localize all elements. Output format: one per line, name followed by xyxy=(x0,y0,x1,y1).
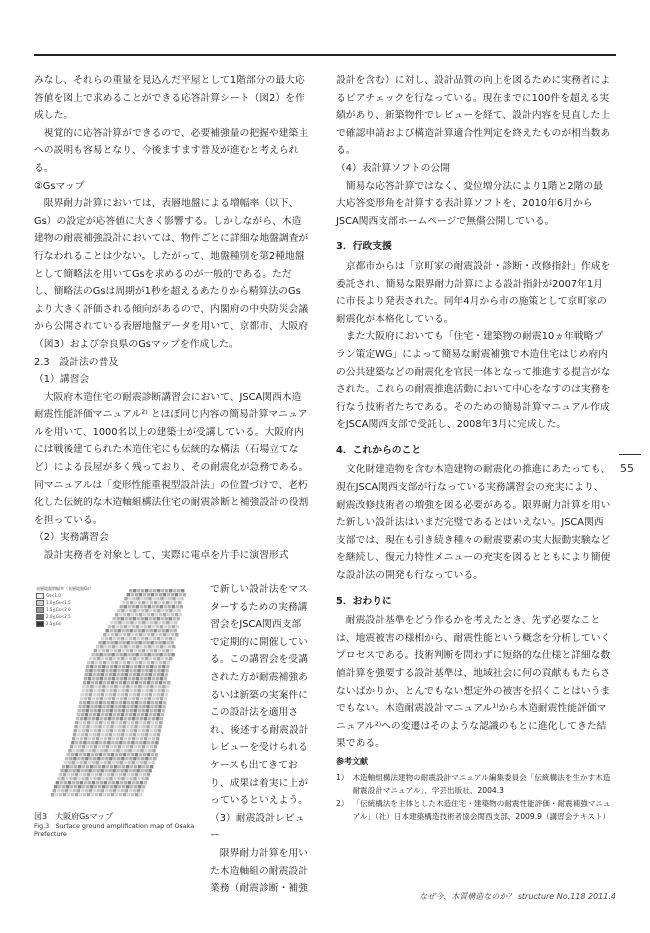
paragraph: 文化財建造物を含む木造建物の耐震化の推進にあたっても、現在JSCA関西支部が行なっている実務講習会の充実により、耐震改修技術者の増強を図る必要がある。限界耐力計算を用いた新しい設計法はいまだ完璧であるとはいえない。JSCA関西支部では、現在も引き続き種々の耐震要素の実大振動実験などを継続し、復元力特性メニューの充実を図るとともにより簡便な設計法の開発も行なっている。 xyxy=(336,464,611,582)
section-heading-5: 5．おわりに xyxy=(336,595,392,607)
paragraph: 視覚的に応答計算ができるので、必要補強量の把握や建築主への説明も容易となり、今後ますます普及が進むと考えられる。 xyxy=(34,127,309,174)
paragraph: 簡易な応答計算ではなく、変位増分法により1階と2階の最大応答変形角を計算する表計算ソフトを、2010年6月からJSCA関西支部ホームページで無償公開している。 xyxy=(336,180,603,227)
figure-3 xyxy=(34,581,204,843)
subheading-design-review: （3）耐震設計レビュー xyxy=(210,812,305,842)
paragraph: 大阪府木造住宅の耐震診断講習会において、JSCA関西木造耐震性能評価マニュアル²⁾ とほぼ同じ内容の簡易計算マニュアルを用いて、1000名以上の建築士が受講している。大阪府内には戦後建てられた木造住宅にも伝統的な構法（石場立てなど）による長屋が多く残っており、その耐震化が急務である。同マニュアルは「変形性能重視型設計法」の位置づけで、老朽化した伝統的な木造軸組構法住宅の耐震診断と補強設計の役割を担っている。 xyxy=(34,391,309,526)
subheading-gs-map: ②Gsマップ xyxy=(34,180,85,192)
legend-title: 表層地盤増幅率（表層地盤Gs） xyxy=(36,586,94,591)
paragraph: 設計実務者を対象として、実際に電卓を片手に演習形式 xyxy=(43,550,289,562)
subheading-software: （4）表計算ソフトの公開 xyxy=(336,162,450,174)
paragraph: で新しい設計法をマスターするための実務講習会をJSCA関西支部で定期的に開催している。この講習会を受講された方が耐震補強あるいは新築の実案件にこの設計法を適用され、後述する耐震設計レビューを受けられるケースも出てきており、成果は着実に上がっているといえよう。 xyxy=(210,584,309,807)
section-heading-4: 4．これからのこと xyxy=(336,444,422,456)
top-rule xyxy=(34,54,616,56)
page-number-rule xyxy=(619,454,641,455)
running-footer: なぜ今、木質構造なのか？ structure No.118 2011.4 xyxy=(419,892,616,901)
references-title: 参考文献 xyxy=(336,756,368,766)
figure-caption-en: Fig.3 Surface ground amplification map of Osaka Prefecture xyxy=(34,822,195,838)
page-number: 55 xyxy=(620,462,634,475)
paragraph: 限界耐力計算においては、表層地盤による増幅率（以下、Gs）の設定が応答値に大きく影響する。しかしながら、木造建物の耐震補強設計においては、物件ごとに詳細な地盤調査が行なわれることは少ない。したがって、地盤種別を第2種地盤として簡略法を用いてGsを求めるのが一般的である。ただし、簡略法のGsは周期が1秒を超えるあたりから精算法のGsより大きく評価される傾向があるので、内閣府の中央防災会議から公開されている表層地盤データを用いて、京都市、大阪府（図3）および奈良県のGsマップを作成した。 xyxy=(34,198,309,350)
map-legend xyxy=(36,585,93,627)
right-column xyxy=(336,72,612,823)
figure-caption-ja: 図3 大阪府Gsマップ xyxy=(34,812,114,821)
paragraph: 設計を含む）に対し、設計品質の向上を図るために実務者によるピアチェックを行なっている。現在までに100件を超える実績があり、新築物件でレビューを経て、設計内容を見直した上で確認申請および構造計算適合性判定を終えたものが相当数ある。 xyxy=(336,75,611,157)
paragraph: 京都市からは「京町家の耐震設計・診断・改修指針」作成を委託され、簡易な限界耐力計算による設計指針が2007年1月に市長より発表された。同年4月から市の施策として京町家の耐震化が本格化している。 xyxy=(336,260,611,325)
subheading-2-3: 2.3 設計法の普及 xyxy=(34,356,119,368)
subheading-practical-seminar: （2）実務講習会 xyxy=(34,532,109,544)
reference-item: 1） 木造軸組構法建物の耐震設計マニュアル編集委員会「伝統構法を生かす木造耐震設計マニュアル」、学芸出版社、2004.3 xyxy=(336,772,611,795)
left-column xyxy=(34,72,310,565)
legend-item: 2.5≦Gs xyxy=(36,620,93,627)
legend-item: Gs<1.0 xyxy=(36,592,93,599)
legend-item: 1.0≦Gs<1.5 xyxy=(36,599,93,606)
paragraph: また大阪府においても「住宅・建築物の耐震10ヵ年戦略プラン策定WG」によって簡易な耐震補強で木造住宅はじめ府内の公共建築などの耐震化を官民一体となって推進する提言がなされた。これらの耐震推進活動において中心をなすのは実務を行なう技術者たちである。そのための簡易計算マニュアル作成をJSCA関西支部で受託し、2008年3月に完成した。 xyxy=(336,331,611,431)
wrapped-text xyxy=(210,581,310,898)
paragraph: 耐震設計基準をどう作るかを考えたとき、先ず必要なことは、地震被害の様相から、耐震性能という概念を分析していくプロセスである。技術判断を問わずに短絡的な仕様と詳細な数値計算を強要する設計基準は、地域社会に何の貢献ももたらさないばかりか、とんでもない想定外の被害を招くことはいうまでもない。木造耐震設計マニュアル¹⁾から木造耐震性能評価マニュアル²⁾への変遷はそのような認識のもとに進化してきた結果である。 xyxy=(336,615,611,750)
reference-item: 2） 「伝統構法を主体とした木造住宅・建築物の耐震性能評価・耐震補強マニュアル」（社）日本建築構造技術者協会関西支部、2009.9（講習会テキスト） xyxy=(336,798,611,821)
paragraph: 限界耐力計算を用いた木造軸組の耐震設計業務（耐震診断・補強 xyxy=(210,847,308,895)
subheading-seminar: （1）講習会 xyxy=(34,374,90,386)
legend-item: 2.0≦Gs<2.5 xyxy=(36,613,93,620)
legend-item: 1.5≦Gs<2.0 xyxy=(36,606,93,613)
section-heading-3: 3．行政支援 xyxy=(336,241,392,253)
paragraph: みなし、それらの重量を見込んだ平屋として1階部分の最大応答値を図上で求めることができる応答計算シート（図2）を作成した。 xyxy=(34,75,305,122)
